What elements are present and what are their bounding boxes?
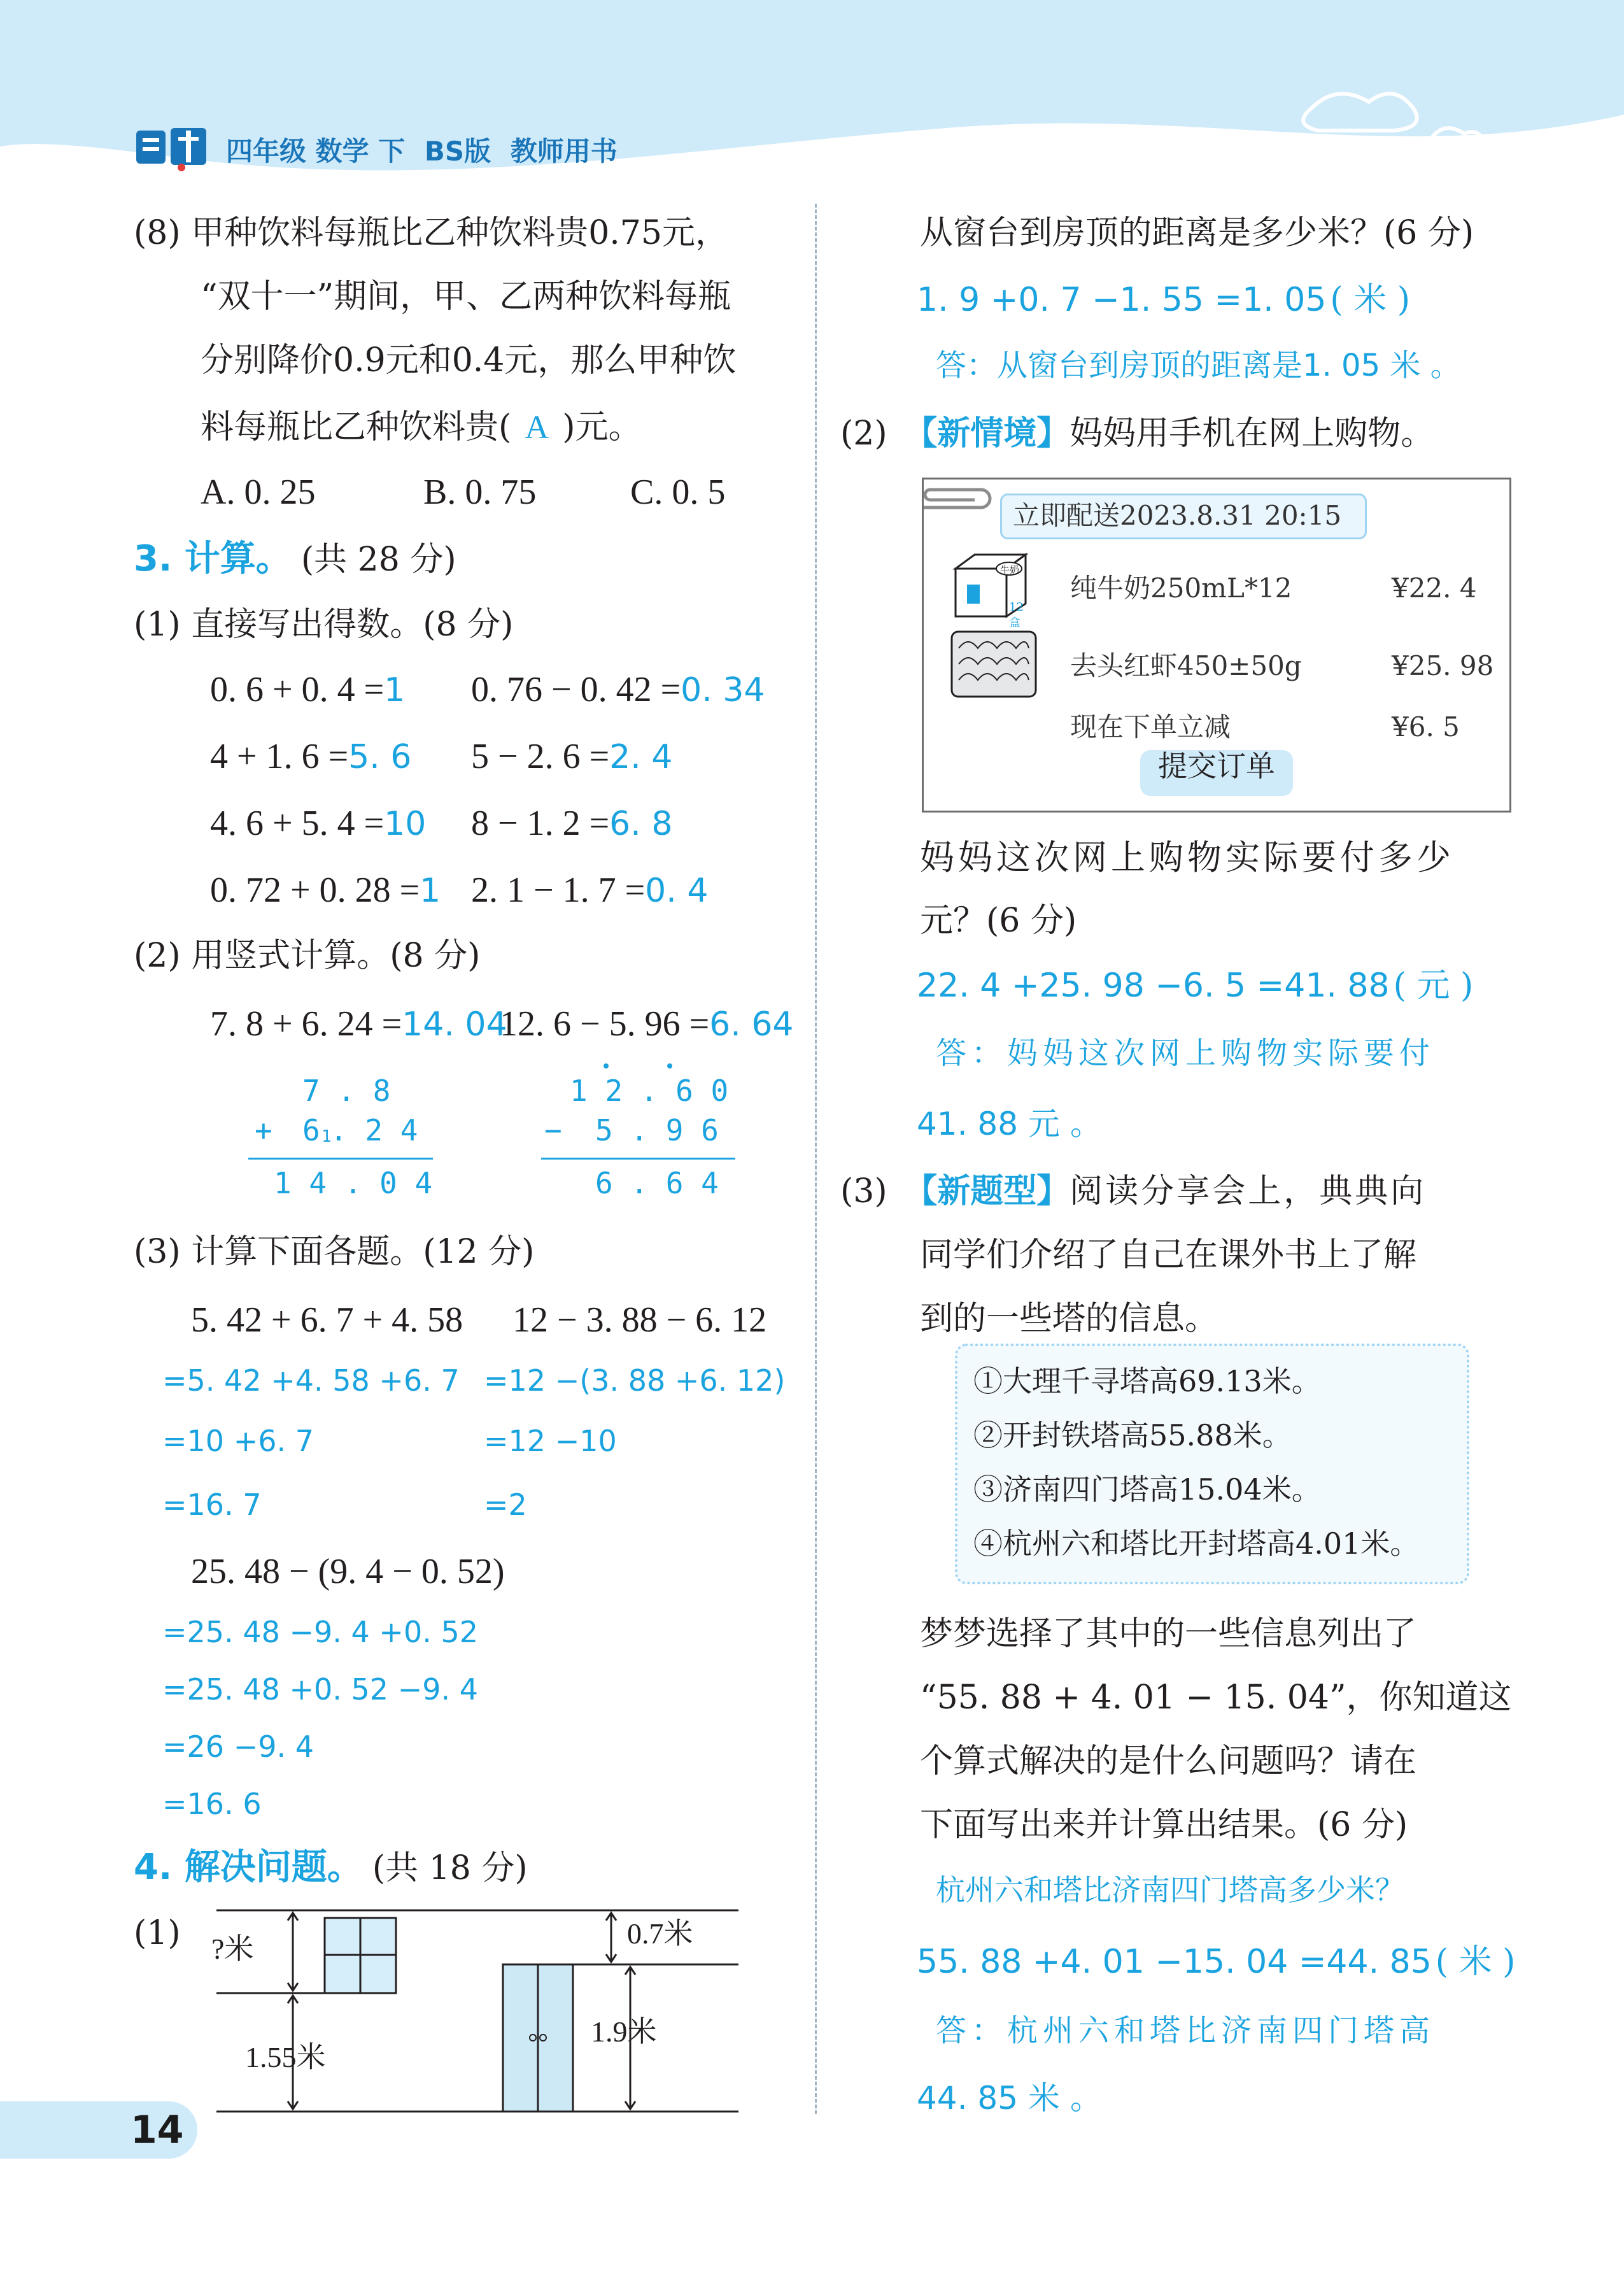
header-book-type: 教师用书	[510, 136, 618, 167]
q8-line4b: )元。	[562, 408, 642, 446]
q3-answer-line1: 答：杭州六和塔比济南四门塔高	[936, 2013, 1436, 2048]
p1-item: 0. 76 − 0. 42 =0. 34	[471, 670, 765, 709]
s3-p2-title: (2) 用竖式计算。(8 分)	[134, 937, 481, 975]
calc1-step: =16. 7	[162, 1487, 262, 1522]
receipt-item-name: 去头红虾450±50g	[1070, 650, 1302, 681]
tower-fact: ④杭州六和塔比开封塔高4.01米。	[973, 1526, 1420, 1561]
q3-label: (3)	[840, 1172, 887, 1210]
calc3-step: =16. 6	[162, 1787, 262, 1821]
label-1-55m: 1.55米	[245, 2041, 326, 2073]
q3-question: 杭州六和塔比济南四门塔高多少米？	[936, 1873, 1404, 1907]
q1-unit: ( 米 )	[1330, 281, 1411, 319]
receipt-header-text: 立即配送2023.8.31 20:15	[1013, 500, 1342, 531]
tower-fact: ②开封铁塔高55.88米。	[973, 1418, 1292, 1452]
label-unknown-height: ?米	[211, 1933, 254, 1965]
header-edition: BS版	[424, 136, 491, 167]
milk-box-count: 12盒	[1009, 600, 1024, 630]
q2-answer-line2: 41. 88 元 。	[917, 1105, 1102, 1142]
calc2-step: =2	[484, 1487, 527, 1522]
tower-info-box	[955, 1344, 1469, 1584]
q1-line: 从窗台到房顶的距离是多少米？(6 分)	[920, 214, 1474, 252]
paperclip-icon	[911, 482, 1000, 523]
q2-unit: ( 元 )	[1393, 967, 1474, 1005]
calc2-question: 12 − 3. 88 − 6. 12	[512, 1300, 767, 1340]
q1-equation: 1. 9 +0. 7 −1. 55 =1. 05	[917, 281, 1327, 319]
section3-score: (共 28 分)	[300, 541, 456, 579]
q3-paragraph: 个算式解决的是什么问题吗？请在	[920, 1742, 1417, 1780]
vertical-calc-subtraction: 1 2 . 6 0 − 5 . 9 6 6 . 6 4	[541, 1063, 745, 1210]
shrimp-box-icon	[949, 629, 1038, 699]
q2-answer-line1: 答：妈妈这次网上购物实际要付	[936, 1035, 1436, 1071]
q3-paragraph: 梦梦选择了其中的一些信息列出了	[920, 1615, 1417, 1653]
q3-equation: 55. 88 +4. 01 −15. 04 =44. 85	[917, 1943, 1432, 1981]
q8-line1: (8) 甲种饮料每瓶比乙种饮料贵0.75元，	[134, 214, 728, 252]
calc1-question: 5. 42 + 6. 7 + 4. 58	[191, 1300, 463, 1340]
q2-equation: 22. 4 +25. 98 −6. 5 =41. 88	[917, 967, 1390, 1005]
q8-line2: “双十一”期间，甲、乙两种饮料每瓶	[201, 278, 731, 316]
header-title: 四年级 数学 下	[226, 136, 406, 167]
tower-fact: ③济南四门塔高15.04米。	[973, 1472, 1321, 1507]
q3-line3: 到的一些塔的信息。	[920, 1300, 1218, 1338]
receipt-item-name: 纯牛奶250mL*12	[1070, 572, 1292, 604]
brand-logo	[134, 124, 210, 175]
calc3-step: =25. 48 −9. 4 +0. 52	[162, 1615, 479, 1649]
calc2-step: =12 −(3. 88 +6. 12)	[484, 1363, 786, 1398]
s3-p3-title: (3) 计算下面各题。(12 分)	[134, 1233, 535, 1271]
tower-fact: ①大理千寻塔高69.13米。	[973, 1364, 1321, 1398]
calc1-step: =5. 42 +4. 58 +6. 7	[162, 1363, 460, 1398]
q3-line2: 同学们介绍了自己在课外书上了解	[920, 1236, 1417, 1274]
milk-box-icon	[949, 550, 1032, 630]
s4-q1-label: (1)	[134, 1914, 181, 1952]
p1-item: 0. 6 + 0. 4 =1	[210, 670, 406, 709]
receipt-item-price: ¥6. 5	[1392, 711, 1460, 742]
p1-item: 2. 1 − 1. 7 =0. 4	[471, 870, 709, 910]
q1-answer: 答：从窗台到房顶的距离是1. 05 米 。	[936, 348, 1461, 383]
q3-unit: ( 米 )	[1435, 1943, 1516, 1981]
q8-option-a: A. 0. 25	[201, 472, 316, 512]
p1-item: 8 − 1. 2 =6. 8	[471, 804, 673, 843]
calc2-step: =12 −10	[484, 1424, 617, 1458]
calc3-step: =25. 48 +0. 52 −9. 4	[162, 1672, 479, 1707]
q3-line1: 阅读分享会上，典典向	[1070, 1172, 1427, 1210]
calc3-question: 25. 48 − (9. 4 − 0. 52)	[191, 1552, 505, 1591]
calc3-step: =26 −9. 4	[162, 1729, 314, 1764]
q3-tag: 【新题型】	[904, 1172, 1070, 1210]
p2-item: 7. 8 + 6. 24 =14. 04	[210, 1004, 507, 1044]
q3-answer-line2: 44. 85 米 。	[917, 2080, 1102, 2117]
submit-order-button[interactable]: 提交订单	[1140, 750, 1293, 796]
height-diagram	[210, 1904, 738, 2120]
q8-option-c: C. 0. 5	[630, 472, 726, 512]
label-0-7m: 0.7米	[627, 1917, 693, 1950]
q8-option-b: B. 0. 75	[423, 472, 537, 512]
section4-title: 4. 解决问题。	[134, 1847, 363, 1888]
section3-title: 3. 计算。	[134, 538, 292, 579]
receipt-item-price: ¥22. 4	[1392, 572, 1477, 604]
receipt-item-name: 现在下单立减	[1070, 711, 1231, 742]
q3-paragraph: “55. 88 + 4. 01 − 15. 04”，你知道这	[920, 1679, 1512, 1717]
q8-answer: A	[525, 409, 549, 446]
p1-item: 4. 6 + 5. 4 =10	[210, 804, 427, 843]
order-receipt	[922, 478, 1511, 813]
calc1-step: =10 +6. 7	[162, 1424, 314, 1458]
q8-line3: 分别降价0.9元和0.4元，那么甲种饮	[201, 341, 737, 380]
receipt-item-price: ¥25. 98	[1392, 650, 1494, 681]
page-number: 14	[131, 2108, 184, 2152]
vertical-calc-addition: 7 . 8 + 6 1 . 2 4 1 4 . 0 4	[248, 1076, 439, 1210]
q2-label: (2)	[840, 415, 887, 453]
p2-item: 12. 6 − 5. 96 =6. 64	[500, 1004, 794, 1044]
header-background	[0, 0, 1624, 210]
s3-p1-title: (1) 直接写出得数。(8 分)	[134, 606, 514, 644]
column-divider	[815, 204, 817, 2114]
p1-item: 0. 72 + 0. 28 =1	[210, 870, 441, 910]
section4-score: (共 18 分)	[372, 1849, 528, 1887]
q2-tag: 【新情境】	[904, 415, 1070, 453]
q2-question-line2: 元？(6 分)	[920, 902, 1077, 940]
q8-line4a: 料每瓶比乙种饮料贵(	[201, 408, 512, 446]
label-1-9m: 1.9米	[591, 2015, 657, 2048]
p1-item: 5 − 2. 6 =2. 4	[471, 737, 673, 776]
p1-item: 4 + 1. 6 =5. 6	[210, 737, 412, 776]
milk-box-label: 牛奶	[1000, 564, 1020, 576]
q2-question-line1: 妈妈这次网上购物实际要付多少	[920, 837, 1455, 877]
q2-line: 妈妈用手机在网上购物。	[1070, 415, 1434, 453]
q3-paragraph: 下面写出来并计算出结果。(6 分)	[920, 1806, 1408, 1844]
